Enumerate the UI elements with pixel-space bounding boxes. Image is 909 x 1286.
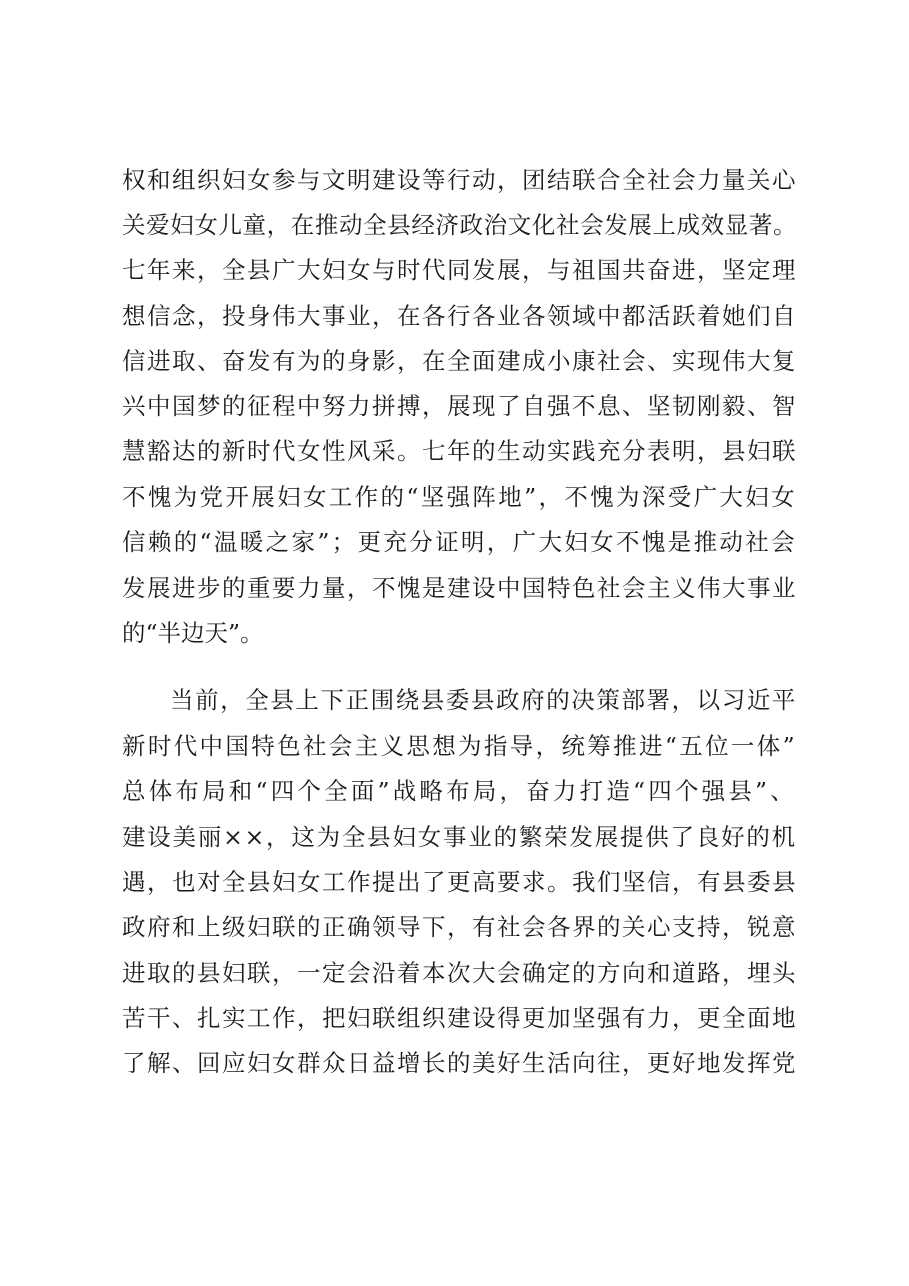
text-line: 遇，也对全县妇女工作提出了更高要求。我们坚信，有县委县 (122, 868, 797, 896)
text-line: 建设美丽××，这为全县妇女事业的繁荣发展提供了良好的机 (122, 823, 797, 851)
text-line: 当前，全县上下正围绕县委县政府的决策部署，以习近平 (170, 686, 797, 714)
paragraph-1-line-9 (0, 522, 909, 562)
paragraph-1-line-4 (0, 296, 909, 336)
paragraph-2-line-8 (0, 998, 909, 1038)
text-line: 苦干、扎实工作，把妇联组织建设得更加坚强有力，更全面地 (122, 1004, 797, 1032)
paragraph-1-line-2 (0, 205, 909, 245)
text-line: 不愧为党开展妇女工作的“坚强阵地”，不愧为深受广大妇女 (122, 483, 797, 511)
paragraph-1-line-1 (0, 160, 909, 200)
paragraph-2-line-1 (0, 680, 909, 720)
paragraph-1-line-5 (0, 341, 909, 381)
text-line: 权和组织妇女参与文明建设等行动，团结联合全社会力量关心 (122, 166, 797, 194)
paragraph-1-line-7 (0, 431, 909, 471)
text-line: 政府和上级妇联的正确领导下，有社会各界的关心支持，锐意 (122, 913, 797, 941)
text-line: 新时代中国特色社会主义思想为指导，统筹推进“五位一体” (122, 732, 797, 760)
text-line: 信赖的“温暖之家”；更充分证明，广大妇女不愧是推动社会 (122, 528, 797, 556)
paragraph-2-line-6 (0, 907, 909, 947)
paragraph-2-line-9 (0, 1043, 909, 1083)
text-line: 想信念，投身伟大事业，在各行各业各领域中都活跃着她们自 (122, 302, 797, 330)
paragraph-2-line-2 (0, 726, 909, 766)
text-line: 了解、回应妇女群众日益增长的美好生活向往，更好地发挥党 (122, 1049, 797, 1077)
text-line: 慧豁达的新时代女性风采。七年的生动实践充分表明，县妇联 (122, 437, 797, 465)
paragraph-1-line-8 (0, 477, 909, 517)
paragraph-2-line-7 (0, 953, 909, 993)
paragraph-1-line-6 (0, 386, 909, 426)
text-line: 兴中国梦的征程中努力拼搏，展现了自强不息、坚韧刚毅、智 (122, 392, 797, 420)
paragraph-1-line-10 (0, 568, 909, 608)
text-line: 关爱妇女儿童，在推动全县经济政治文化社会发展上成效显著。 (122, 211, 798, 239)
paragraph-2-line-4 (0, 817, 909, 857)
paragraph-1-line-3 (0, 250, 909, 290)
text-line: 七年来，全县广大妇女与时代同发展，与祖国共奋进，坚定理 (122, 256, 797, 284)
text-line: 的“半边天”。 (122, 619, 264, 647)
text-line: 总体布局和“四个全面”战略布局，奋力打造“四个强县”、 (122, 777, 797, 805)
paragraph-1-line-11 (0, 613, 909, 653)
text-line: 信进取、奋发有为的身影，在全面建成小康社会、实现伟大复 (122, 347, 797, 375)
text-line: 发展进步的重要力量，不愧是建设中国特色社会主义伟大事业 (122, 574, 797, 602)
text-line: 进取的县妇联，一定会沿着本次大会确定的方向和道路，埋头 (122, 959, 797, 987)
paragraph-2-line-5 (0, 862, 909, 902)
paragraph-2-line-3 (0, 771, 909, 811)
